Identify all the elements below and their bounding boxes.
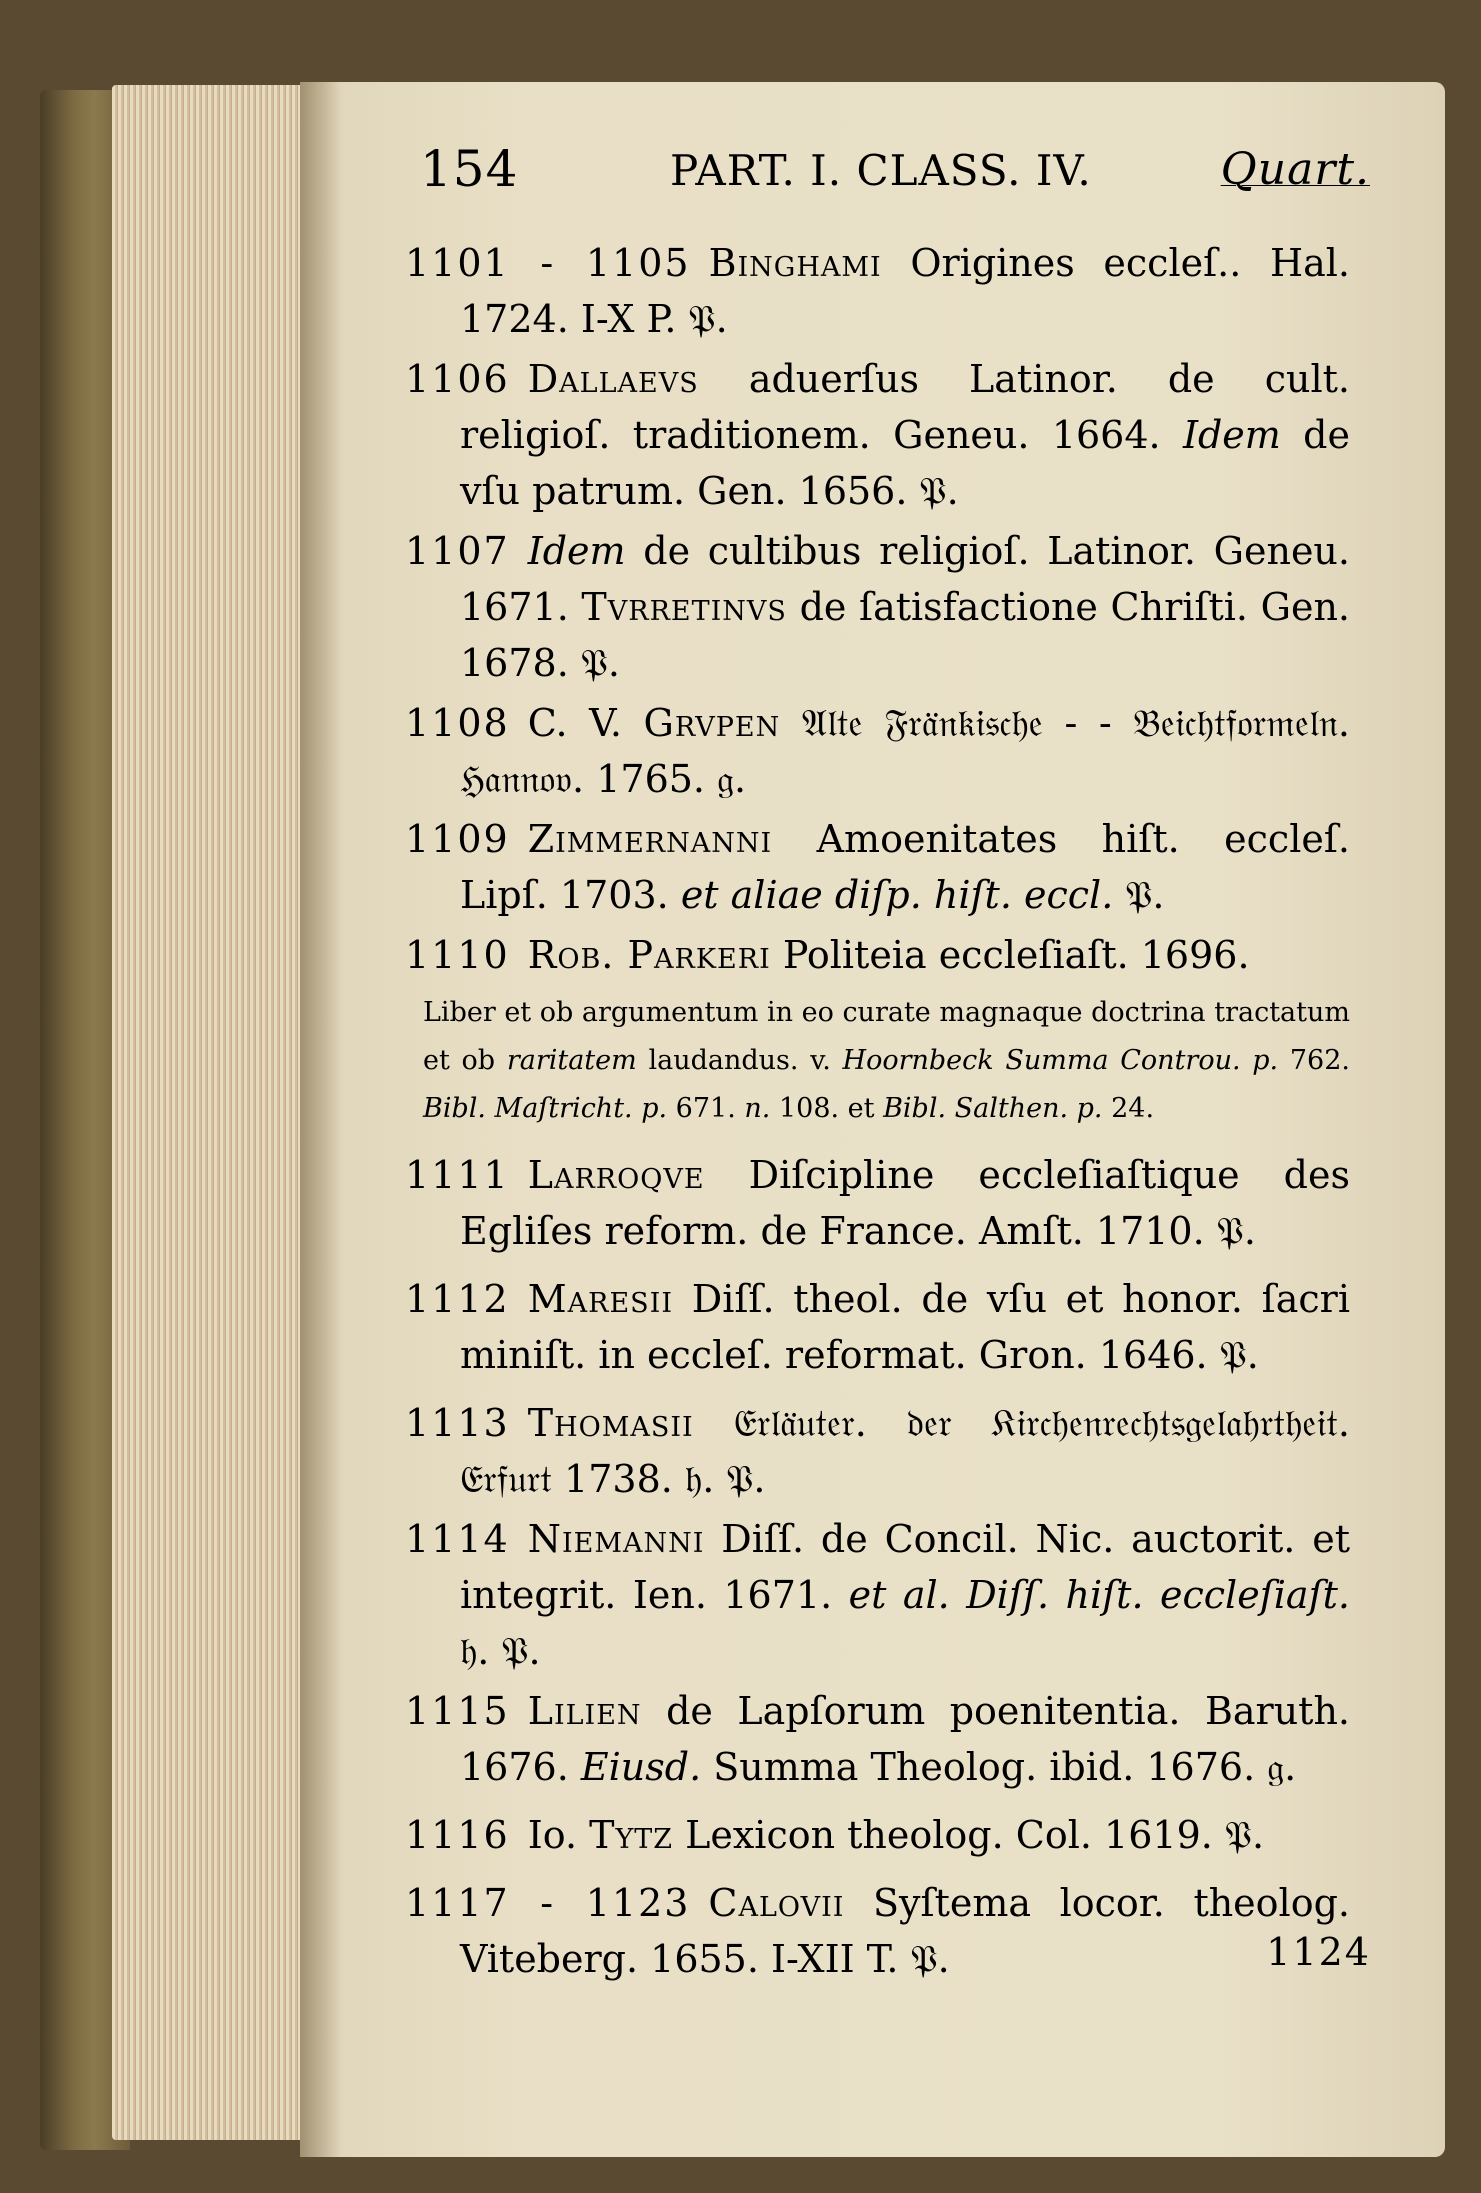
entry-number: 1113: [405, 1401, 510, 1445]
entry-author: Grvpen: [643, 701, 781, 745]
entry-italic: et aliae diſp. hiſt. eccl.: [680, 873, 1114, 917]
entry-author: Thomasii: [527, 1401, 694, 1445]
catalog-entry-1116: [405, 1807, 1350, 1863]
catalog-entry-1101: [405, 235, 1350, 347]
note-italic: n.: [744, 1093, 771, 1124]
entry-number: 1112: [405, 1277, 510, 1321]
entry-text-2: Lexicon theolog. Col. 1619. 𝔓.: [673, 1813, 1265, 1857]
note-text: 108. et: [770, 1093, 884, 1124]
entry-text-2: Summa Theolog. ibid. 1676. 𝔤.: [701, 1745, 1297, 1789]
catalog-entry-1114: [405, 1511, 1350, 1679]
page-number: 154: [420, 140, 519, 198]
entry-author: Zimmernanni: [527, 817, 773, 861]
entry-text-2: de vſu patrum. Gen. 1656. 𝔓.: [460, 413, 1350, 513]
entry-text: Io.: [527, 1813, 590, 1857]
entry-number: 1110: [405, 933, 510, 977]
entry-text: aduerſus Latinor. de cult. religioſ. traditionem. Geneu. 1664.: [460, 357, 1350, 457]
catalog-entry-1117: [405, 1875, 1350, 1987]
entry-text: Syſtema locor. theolog. Viteberg. 1655. I-XII T. 𝔓.: [460, 1881, 1350, 1981]
entry-text-2: de ſatisfactione Chriſti. Gen. 1678. 𝔓.: [460, 585, 1350, 685]
catalog-entry-1106: [405, 351, 1350, 519]
catalog-entry-1115: [405, 1683, 1350, 1795]
note-text: 762.: [1278, 1045, 1350, 1076]
entry-author: Tytz: [589, 1813, 674, 1857]
note-text: laudandus. v.: [636, 1045, 843, 1076]
entry-italic: Idem: [527, 529, 626, 573]
note-italic: Bibl. Maſtricht. p.: [423, 1093, 668, 1124]
note-italic: raritatem: [506, 1045, 637, 1076]
entry-text-2: 𝔓.: [1113, 873, 1165, 917]
entry-number: 1109: [405, 817, 510, 861]
spine-shadow: [300, 82, 340, 2157]
note-text: 671.: [667, 1093, 745, 1124]
page-header: [420, 140, 1370, 200]
entry-number: 1107: [405, 529, 510, 573]
catalog-entry-1111: [405, 1147, 1350, 1259]
entry-italic: Eiusd.: [580, 1745, 702, 1789]
format-label: Quart.: [1220, 144, 1370, 195]
entry-text: C. V.: [527, 701, 644, 745]
entry-number: 1117 - 1123: [405, 1881, 691, 1925]
entry-text: Amoenitates hiſt. eccleſ. Lipſ. 1703.: [460, 817, 1350, 917]
entry-text: 𝔈𝔯𝔩𝔞̈𝔲𝔱𝔢𝔯. 𝔡𝔢𝔯 𝔎𝔦𝔯𝔠𝔥𝔢𝔫𝔯𝔢𝔠𝔥𝔱𝔰𝔤𝔢𝔩𝔞𝔥𝔯𝔱𝔥𝔢𝔦𝔱. 𝔈𝔯𝔣𝔲𝔯𝔱 1738. 𝔥. 𝔓.: [460, 1401, 1350, 1501]
catchword: 1124: [1266, 1930, 1371, 1974]
entry-number: 1106: [405, 357, 510, 401]
entry-author-2: Tvrretinvs: [581, 585, 787, 629]
entry-text-2: Politeia eccleſiaſt. 1696.: [770, 933, 1250, 977]
entry-author: Dallaevs: [527, 357, 699, 401]
entry-number: 1101 - 1105: [405, 241, 691, 285]
entry-text: de Lapſorum poenitentia. Baruth. 1676.: [460, 1689, 1350, 1789]
entry-author: Parkeri: [627, 933, 771, 977]
entry-text: Diſcipline eccleſiaſtique des Egliſes reform. de France. Amſt. 1710. 𝔓.: [460, 1153, 1350, 1253]
catalog-entry-1110: [405, 927, 1350, 983]
entry-author: Lilien: [527, 1689, 642, 1733]
catalog-entry-1108: [405, 695, 1350, 807]
entry-text: Rob.: [527, 933, 628, 977]
entry-italic: et al. Diſſ. hiſt. eccleſiaſt.: [848, 1573, 1350, 1617]
entry-text: Diſſ. theol. de vſu et honor. ſacri miniſt. in eccleſ. reformat. Gron. 1646. 𝔓.: [460, 1277, 1350, 1377]
entry-text-2: 𝔄𝔩𝔱𝔢 𝔉𝔯𝔞̈𝔫𝔨𝔦𝔰𝔠𝔥𝔢 - - 𝔅𝔢𝔦𝔠𝔥𝔱𝔣𝔬𝔯𝔪𝔢𝔩𝔫. ℌ𝔞𝔫𝔫𝔬𝔳. 1765. 𝔤.: [460, 701, 1350, 801]
note-text: 24.: [1102, 1093, 1155, 1124]
page-edges: [112, 85, 312, 2140]
entry-author: Niemanni: [527, 1517, 705, 1561]
entry-number: 1111: [405, 1153, 510, 1197]
catalog-entry-1107: [405, 523, 1350, 691]
note-italic: Hoornbeck Summa Controu. p.: [842, 1045, 1279, 1076]
entry-author: Larroqve: [527, 1153, 705, 1197]
entry-text: de cultibus religioſ. Latinor. Geneu. 1671.: [460, 529, 1350, 629]
note-text: Liber et ob argumentum in eo curate magnaque doctrina tractatum et ob: [423, 997, 1350, 1076]
entry-number: 1114: [405, 1517, 510, 1561]
entry-author: Maresii: [527, 1277, 673, 1321]
entry-author: Binghami: [708, 241, 882, 285]
catalog-entry-1109: [405, 811, 1350, 923]
entry-italic: Idem: [1182, 413, 1281, 457]
catalog-entries: [405, 235, 1350, 1991]
note-italic: Bibl. Salthen. p.: [883, 1093, 1103, 1124]
running-head: PART. I. CLASS. IV.: [670, 146, 1092, 195]
entry-text-2: 𝔥. 𝔓.: [460, 1629, 541, 1673]
entry-author: Calovii: [708, 1881, 845, 1925]
catalog-entry-1112: [405, 1271, 1350, 1383]
entry-text: Diſſ. de Concil. Nic. auctorit. et integrit. Ien. 1671.: [460, 1517, 1350, 1617]
catalog-entry-1113: [405, 1395, 1350, 1507]
entry-number: 1116: [405, 1813, 510, 1857]
entry-text: Origines eccleſ.. Hal. 1724. I-X P. 𝔓.: [460, 241, 1351, 341]
entry-number: 1108: [405, 701, 510, 745]
entry-note: [405, 989, 1350, 1133]
entry-number: 1115: [405, 1689, 510, 1733]
